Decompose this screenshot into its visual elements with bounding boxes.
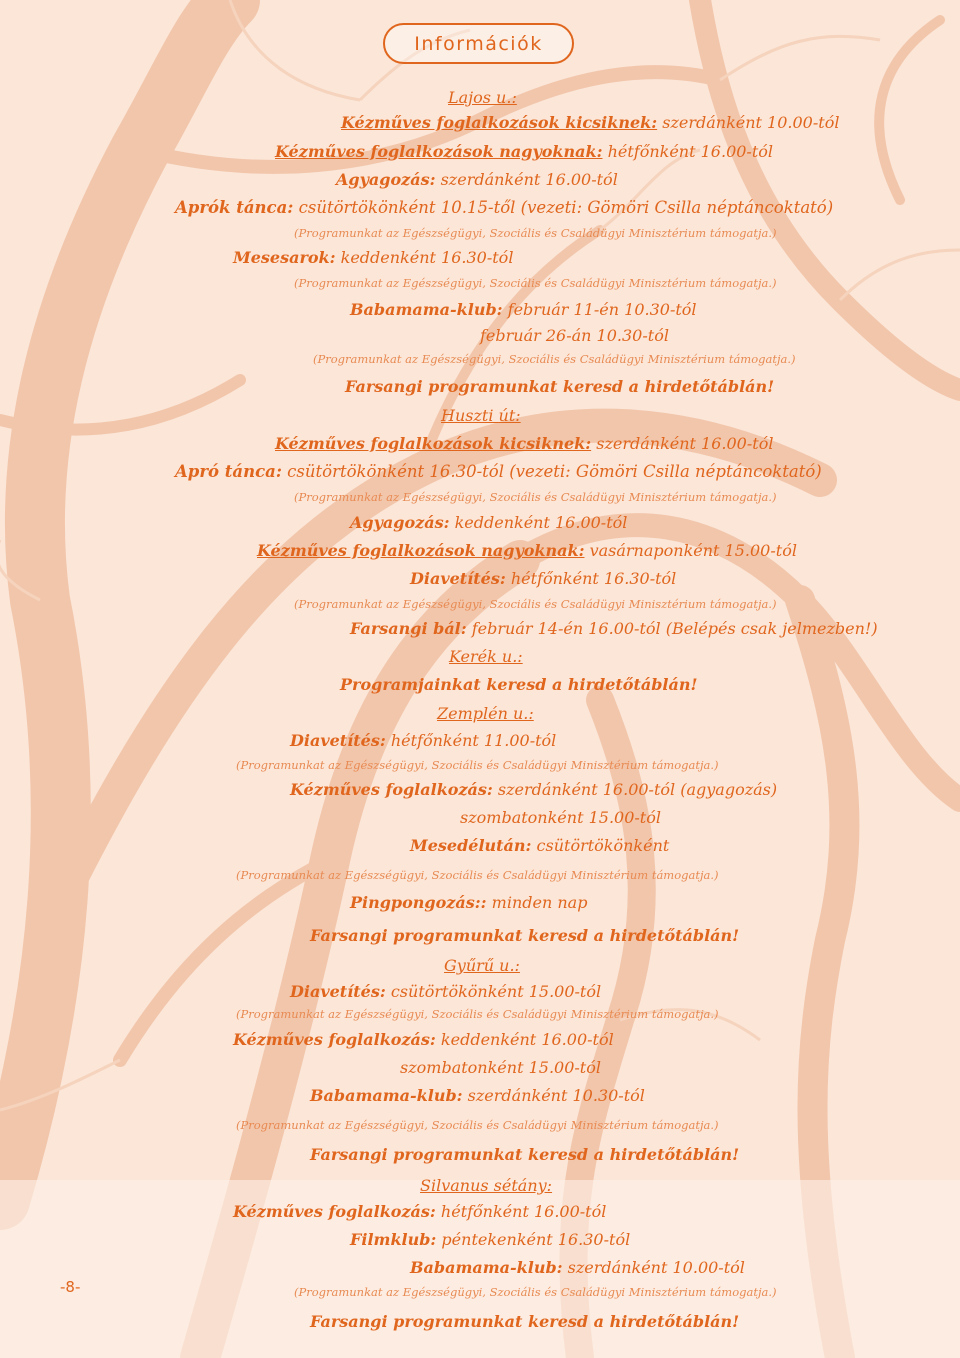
silvanus-line-2 — [350, 1230, 630, 1250]
text: péntekenként 16.30-tól — [436, 1230, 631, 1249]
silvanus-line-4: Farsangi programunkat keresd a hirdetőtáblán! — [310, 1312, 740, 1331]
label: Mesesarok: — [233, 248, 336, 267]
lajos-line-8: Farsangi programunkat keresd a hirdetőtáblán! — [345, 377, 775, 396]
huszti-line-3 — [350, 513, 627, 533]
gyuru-line-4 — [310, 1086, 645, 1106]
label: Agyagozás: — [350, 513, 450, 532]
lajos-line-5 — [233, 248, 513, 268]
huszti-line-1 — [275, 434, 773, 454]
label: Filmklub: — [350, 1230, 437, 1249]
text: csütörtökönként 15.00-tól — [385, 982, 602, 1001]
label: Apró tánca: — [175, 462, 282, 481]
text: csütörtökönként 10.15-től (vezeti: Gömöri Csilla néptáncoktató) — [293, 198, 834, 217]
label: Babamama-klub: — [350, 300, 503, 319]
text: szerdánként 16.00-tól — [435, 170, 618, 189]
label: Babamama-klub: — [310, 1086, 463, 1105]
label: Mesedélután: — [410, 836, 532, 855]
location-kerek: Kerék u.: — [449, 647, 523, 666]
lajos-line-4 — [175, 198, 833, 218]
label: Pingpongozás:: — [350, 893, 487, 912]
text: február 14-én 16.00-tól (Belépés csak jelmezben!) — [466, 619, 878, 638]
text: keddenként 16.30-tól — [335, 248, 514, 267]
label: Kézműves foglalkozások kicsiknek: — [341, 113, 658, 132]
huszti-line-2 — [175, 462, 822, 482]
text: hétfőnként 16.30-tól — [505, 569, 677, 588]
section-title-pill — [383, 23, 574, 64]
location-huszti: Huszti út: — [441, 406, 521, 425]
location-zemplen: Zemplén u.: — [437, 704, 534, 723]
text: hétfőnként 16.00-tól — [435, 1202, 607, 1221]
location-silvanus: Silvanus sétány: — [420, 1176, 553, 1195]
text: szerdánként 10.30-tól — [462, 1086, 645, 1105]
sponsor-note: (Programunkat az Egészségügyi, Szociális és Családügyi Minisztérium támogatja.) — [236, 1007, 719, 1021]
lajos-line-2 — [275, 142, 773, 162]
huszti-line-6 — [350, 619, 878, 639]
label: Kézműves foglalkozások kicsiknek: — [275, 434, 592, 453]
sponsor-note: (Programunkat az Egészségügyi, Szociális és Családügyi Minisztérium támogatja.) — [294, 1285, 777, 1299]
zemplen-line-6: Farsangi programunkat keresd a hirdetőtáblán! — [310, 926, 740, 945]
text: minden nap — [486, 893, 588, 912]
label: Aprók tánca: — [175, 198, 294, 217]
location-lajos: Lajos u.: — [448, 88, 517, 107]
sponsor-note: (Programunkat az Egészségügyi, Szociális és Családügyi Minisztérium támogatja.) — [294, 490, 777, 504]
lajos-line-7: február 26-án 10.30-tól — [480, 326, 669, 345]
kerek-line-1: Programjainkat keresd a hirdetőtáblán! — [340, 675, 698, 694]
label: Diavetítés: — [410, 569, 506, 588]
location-gyuru: Gyűrű u.: — [444, 956, 520, 975]
sponsor-note: (Programunkat az Egészségügyi, Szociális és Családügyi Minisztérium támogatja.) — [294, 276, 777, 290]
sponsor-note: (Programunkat az Egészségügyi, Szociális és Családügyi Minisztérium támogatja.) — [294, 226, 777, 240]
text: szerdánként 10.00-tól — [562, 1258, 745, 1277]
zemplen-line-5 — [350, 893, 587, 913]
gyuru-line-2 — [233, 1030, 614, 1050]
sponsor-note: (Programunkat az Egészségügyi, Szociális és Családügyi Minisztérium támogatja.) — [236, 758, 719, 772]
zemplen-line-1 — [290, 731, 556, 751]
sponsor-note: (Programunkat az Egészségügyi, Szociális és Családügyi Minisztérium támogatja.) — [236, 868, 719, 882]
lajos-line-1 — [341, 113, 839, 133]
text: keddenként 16.00-tól — [449, 513, 628, 532]
label: Kézműves foglalkozás: — [233, 1202, 436, 1221]
label: Kézműves foglalkozás: — [290, 780, 493, 799]
silvanus-line-1 — [233, 1202, 606, 1222]
silvanus-line-3 — [410, 1258, 745, 1278]
text: csütörtökönként — [531, 836, 670, 855]
text: keddenként 16.00-tól — [435, 1030, 614, 1049]
label: Babamama-klub: — [410, 1258, 563, 1277]
huszti-line-4 — [257, 541, 797, 561]
zemplen-line-4 — [410, 836, 669, 856]
label: Kézműves foglalkozások nagyoknak: — [257, 541, 585, 560]
section-title: Információk — [414, 32, 543, 55]
lajos-line-6 — [350, 300, 697, 320]
zemplen-line-2 — [290, 780, 777, 800]
text: hétfőnként 11.00-tól — [385, 731, 557, 750]
text: szerdánként 10.00-tól — [657, 113, 840, 132]
sponsor-note: (Programunkat az Egészségügyi, Szociális és Családügyi Minisztérium támogatja.) — [313, 352, 796, 366]
label: Diavetítés: — [290, 731, 386, 750]
gyuru-line-1 — [290, 982, 601, 1002]
sponsor-note: (Programunkat az Egészségügyi, Szociális és Családügyi Minisztérium támogatja.) — [236, 1118, 719, 1132]
label: Diavetítés: — [290, 982, 386, 1001]
text: csütörtökönként 16.30-tól (vezeti: Gömöri Csilla néptáncoktató) — [281, 462, 822, 481]
label: Agyagozás: — [336, 170, 436, 189]
page-number: -8- — [60, 1278, 81, 1296]
zemplen-line-3: szombatonként 15.00-tól — [460, 808, 661, 827]
label: Farsangi bál: — [350, 619, 467, 638]
text: február 11-én 10.30-tól — [502, 300, 697, 319]
text: szerdánként 16.00-tól (agyagozás) — [492, 780, 778, 799]
text: hétfőnként 16.00-tól — [602, 142, 774, 161]
label: Kézműves foglalkozás: — [233, 1030, 436, 1049]
lajos-line-3 — [336, 170, 618, 190]
text: szerdánként 16.00-tól — [591, 434, 774, 453]
gyuru-line-3: szombatonként 15.00-tól — [400, 1058, 601, 1077]
huszti-line-5 — [410, 569, 676, 589]
text: vasárnaponként 15.00-tól — [584, 541, 797, 560]
label: Kézműves foglalkozások nagyoknak: — [275, 142, 603, 161]
gyuru-line-5: Farsangi programunkat keresd a hirdetőtáblán! — [310, 1145, 740, 1164]
sponsor-note: (Programunkat az Egészségügyi, Szociális és Családügyi Minisztérium támogatja.) — [294, 597, 777, 611]
